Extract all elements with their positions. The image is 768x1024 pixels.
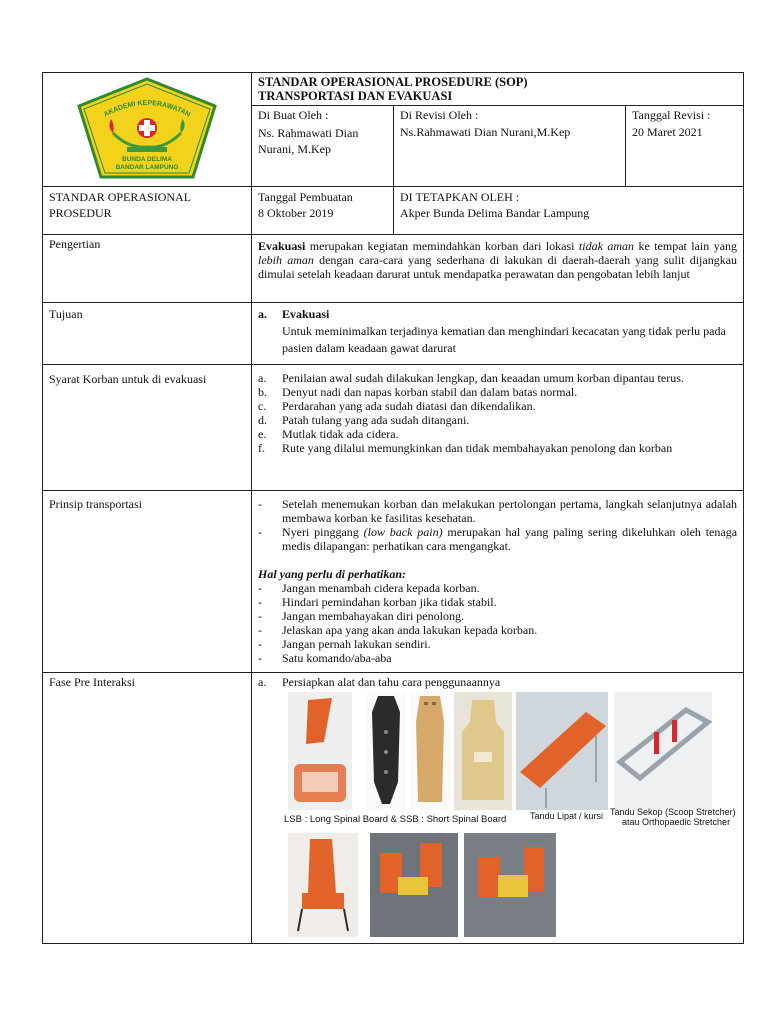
fase-text: Persiapkan alat dan tahu cara penggunaannya (282, 675, 501, 689)
direvisi-label: Di Revisi Oleh : (400, 108, 479, 123)
prinsip-check-text: Satu komando/aba-aba (282, 651, 392, 665)
equipment-photos (258, 689, 737, 941)
direvisi-cell (394, 106, 626, 187)
ditetapkan-value: Akper Bunda Delima Bandar Lampung (400, 206, 590, 220)
syarat-content (252, 365, 744, 491)
pengertian-t4: ke tempat lain yang (634, 239, 738, 253)
pembuatan-label: Tanggal Pembuatan (258, 190, 353, 204)
logo-text-1: BUNDA DELIMA (122, 156, 172, 163)
photo-tandu-sekop (614, 692, 712, 810)
syarat-item (258, 441, 737, 455)
revisi-value: 20 Maret 2021 (632, 125, 703, 140)
prinsip-list (258, 497, 737, 553)
dash-marker: - (258, 581, 262, 595)
prinsip-check-text: Jangan menambah cidera kepada korban. (282, 581, 480, 595)
photo-ssb-board (454, 692, 512, 810)
prinsip-check-text: Jelaskan apa yang akan anda lakukan kepada korban. (282, 623, 538, 637)
dash-marker: - (258, 651, 262, 665)
tujuan-heading: Evakuasi (282, 307, 330, 321)
prinsip-content (252, 491, 744, 673)
sop-title (252, 73, 744, 106)
prinsip-check-item (258, 623, 737, 637)
title-line-2: TRANSPORTASI DAN EVAKUASI (258, 89, 453, 103)
prinsip-p2b: (low back pain) (363, 525, 443, 539)
tujuan-text: Untuk meminimalkan terjadinya kematian dan menghindari kecacatan yang tidak perlu pada pasien dalam keadaan gawat darurat (282, 324, 726, 355)
prinsip-check-item (258, 651, 737, 665)
prinsip-check-item (258, 581, 737, 595)
logo-text-2: BANDAR LAMPUNG (115, 164, 179, 171)
tujuan-content (252, 303, 744, 365)
syarat-item (258, 399, 737, 413)
syarat-item (258, 385, 737, 399)
syarat-marker: a. (258, 371, 267, 385)
caption-lsb: LSB : Long Spinal Board & SSB : Short Spinal Board (284, 814, 507, 825)
pembuatan-cell (252, 187, 394, 235)
syarat-item (258, 413, 737, 427)
pengertian-t3: tidak aman (578, 239, 635, 253)
fase-marker: a. (258, 675, 267, 689)
prinsip-label: Prinsip transportasi (43, 491, 252, 673)
dash-marker: - (258, 525, 262, 539)
caption-tandu-lipat: Tandu Lipat / kursi (530, 811, 604, 821)
fase-content (252, 673, 744, 944)
syarat-text: Penilaian awal sudah dilakukan lengkap, dan keaadan umum korban dipantau terus. (282, 371, 684, 385)
akper-logo (43, 73, 252, 183)
syarat-marker: d. (258, 413, 267, 427)
photo-evac-chair (288, 833, 358, 937)
pengertian-label: Pengertian (43, 235, 252, 303)
syarat-marker: b. (258, 385, 267, 399)
pengertian-t6: dengan cara-cara yang sederhana di lakukan di daerah-daerah yang sulit dijangkau dimulai setelah keadaan darurat untuk mendapatka perawatan dan pengobatan lebih lanjut (258, 253, 738, 281)
photo-tandu-lipat (516, 692, 608, 810)
syarat-label: Syarat Korban untuk di evakuasi (43, 365, 252, 491)
prinsip-p1: Setelah menemukan korban dan melakukan pertolongan pertama, langkah selanjutnya adalah membawa korban ke fasilitas kesehatan. (282, 497, 738, 525)
pengertian-t5: lebih aman (258, 253, 314, 267)
dash-marker: - (258, 497, 262, 511)
syarat-text: Patah tulang yang ada sudah ditangani. (282, 413, 470, 427)
tujuan-marker: a. (258, 307, 267, 321)
syarat-text: Rute yang dilalui memungkinkan dan tidak membahayakan penolong dan korban (282, 441, 673, 455)
prinsip-checklist (258, 581, 737, 665)
dash-marker: - (258, 623, 262, 637)
syarat-text: Mutlak tidak ada cidera. (282, 427, 399, 441)
pengertian-text (252, 235, 744, 303)
tujuan-label: Tujuan (43, 303, 252, 365)
ditetapkan-cell (394, 187, 744, 235)
prinsip-item-1 (258, 497, 737, 525)
pengertian-t1: Evakuasi (258, 239, 306, 253)
syarat-item (258, 427, 737, 441)
ditetapkan-label: DI TETAPKAN OLEH : (400, 190, 520, 204)
fase-label: Fase Pre Interaksi (43, 673, 252, 944)
photo-lsb-orange (288, 692, 352, 810)
revisi-cell (626, 106, 744, 187)
photo-lsb-black (366, 692, 406, 810)
syarat-marker: f. (258, 441, 265, 455)
prinsip-item-2 (258, 525, 737, 553)
prinsip-check-text: Hindari pemindahan korban jika tidak stabil. (282, 595, 497, 609)
syarat-marker: c. (258, 399, 267, 413)
dibuat-value: Ns. Rahmawati Dian Nurani, M.Kep (258, 126, 359, 157)
dash-marker: - (258, 637, 262, 651)
caption-tandu-sekop-1: Tandu Sekop (Scoop Stretcher) (610, 807, 736, 817)
sop-table (42, 72, 744, 944)
prinsip-heading: Hal yang perlu di perhatikan: (258, 567, 407, 581)
dash-marker: - (258, 609, 262, 623)
title-line-1: STANDAR OPERASIONAL PROSEDURE (SOP) (258, 75, 528, 89)
dibuat-cell (252, 106, 394, 187)
syarat-text: Perdarahan yang ada sudah diatasi dan dikendalikan. (282, 399, 536, 413)
syarat-marker: e. (258, 427, 267, 441)
logo-top-text: AKADEMI KEPERAWATAN (102, 99, 192, 119)
prinsip-check-text: Jangan membahayakan diri penolong. (282, 609, 464, 623)
photo-carry-stairs-1 (370, 833, 458, 937)
prinsip-check-text: Jangan pernah lakukan sendiri. (282, 637, 431, 651)
syarat-text: Denyut nadi dan napas korban stabil dan dalam batas normal. (282, 385, 578, 399)
dash-marker: - (258, 595, 262, 609)
photo-spinal-board-wood (410, 692, 450, 810)
pembuatan-value: 8 Oktober 2019 (258, 206, 334, 220)
syarat-item (258, 371, 737, 385)
logo-cell (43, 73, 252, 187)
prinsip-check-item (258, 595, 737, 609)
prinsip-p2c: merupakan hal yang paling sering dikeluhkan oleh tenaga medis dilapangan: perhatikan cara mengangkat. (282, 525, 738, 553)
prinsip-p2a: Nyeri pinggang (282, 525, 364, 539)
dibuat-label: Di Buat Oleh : (258, 108, 329, 123)
photo-carry-stairs-2 (464, 833, 556, 937)
pengertian-t2: merupakan kegiatan memindahkan korban dari lokasi (305, 239, 579, 253)
sop-label: STANDAR OPERASIONAL PROSEDUR (43, 187, 252, 235)
caption-tandu-sekop-2: atau Orthopaedic Stretcher (622, 817, 731, 827)
direvisi-value: Ns.Rahmawati Dian Nurani,M.Kep (400, 125, 571, 140)
prinsip-check-item (258, 609, 737, 623)
revisi-label: Tanggal Revisi : (632, 108, 711, 123)
syarat-list (258, 371, 737, 455)
prinsip-check-item (258, 637, 737, 651)
